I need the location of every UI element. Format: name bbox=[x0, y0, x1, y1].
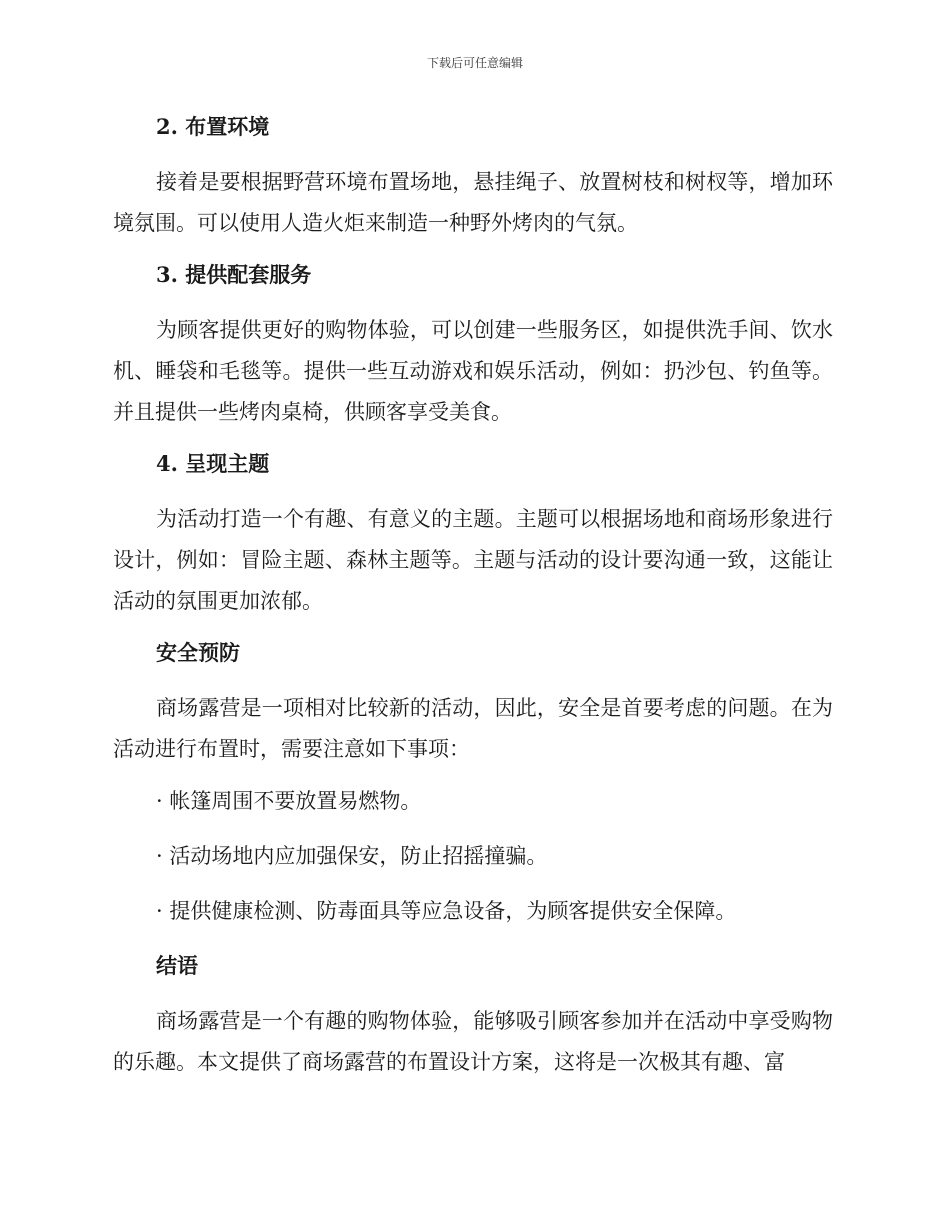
safety-bullet-item: · 提供健康检测、防毒面具等应急设备，为顾客提供安全保障。 bbox=[156, 899, 737, 923]
section-paragraph-environment: 接着是要根据野营环境布置场地，悬挂绳子、放置树枝和树杈等，增加环境氛围。可以使用人造火炬来制造一种野外烤肉的气氛。 bbox=[113, 170, 833, 235]
section-paragraph-services: 为顾客提供更好的购物体验，可以创建一些服务区，如提供洗手间、饮水机、睡袋和毛毯等。提供一些互动游戏和娱乐活动，例如：扔沙包、钓鱼等。并且提供一些烤肉桌椅，供顾客享受美食。 bbox=[113, 318, 833, 424]
section-heading-conclusion: 结语 bbox=[156, 953, 198, 978]
section-paragraph-safety: 商场露营是一项相对比较新的活动，因此，安全是首要考虑的问题。在为活动进行布置时，需要注意如下事项： bbox=[113, 696, 833, 761]
section-heading-safety: 安全预防 bbox=[156, 640, 240, 665]
section-heading-environment: 2. 布置环境 bbox=[156, 114, 270, 139]
header-note: 下载后可任意编辑 bbox=[426, 56, 523, 70]
section-heading-services: 3. 提供配套服务 bbox=[156, 262, 312, 287]
safety-bullet-item: · 帐篷周围不要放置易燃物。 bbox=[156, 789, 422, 813]
safety-bullet-item: · 活动场地内应加强保安，防止招摇撞骗。 bbox=[156, 844, 548, 868]
document-body bbox=[113, 108, 833, 1095]
section-heading-theme: 4. 呈现主题 bbox=[156, 451, 270, 476]
section-paragraph-conclusion: 商场露营是一个有趣的购物体验，能够吸引顾客参加并在活动中享受购物的乐趣。本文提供了商场露营的布置设计方案，这将是一次极其有趣、富 bbox=[113, 1009, 833, 1074]
section-paragraph-theme: 为活动打造一个有趣、有意义的主题。主题可以根据场地和商场形象进行设计，例如：冒险主题、森林主题等。主题与活动的设计要沟通一致，这能让活动的氛围更加浓郁。 bbox=[113, 507, 833, 613]
